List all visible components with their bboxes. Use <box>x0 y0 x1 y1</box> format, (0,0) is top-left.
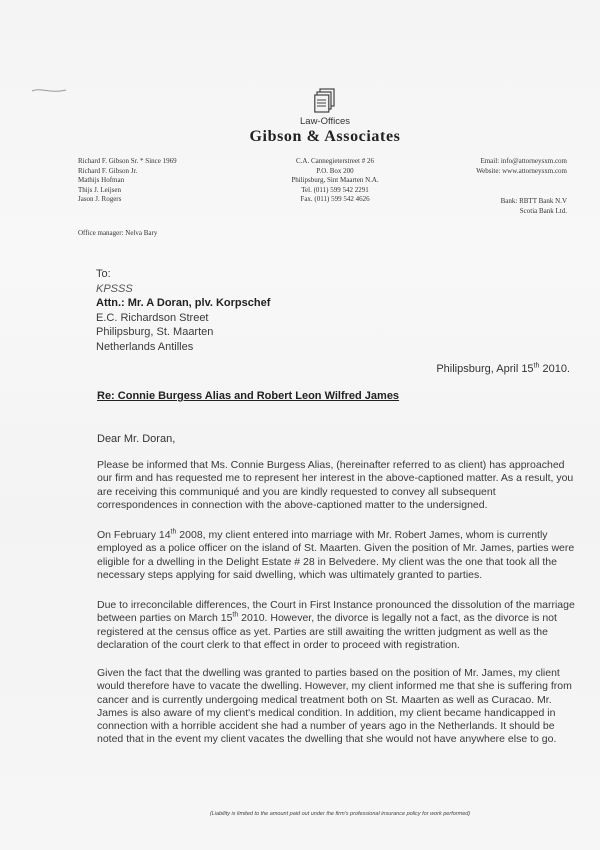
partner-name: Thijs J. Leijsen <box>78 185 121 194</box>
partner-name: Jason J. Rogers <box>78 195 122 204</box>
paragraph-sup: th <box>232 611 239 619</box>
bank-info <box>440 197 567 216</box>
recipient-street: E.C. Richardson Street <box>96 311 209 324</box>
bank-line: Scotia Bank Ltd. <box>519 206 567 215</box>
partners-list <box>78 157 177 205</box>
paragraph-3 <box>97 599 575 652</box>
to-label: To: <box>96 268 111 280</box>
subject-line: Re: Connie Burgess Alias and Robert Leon Wilfred James <box>97 390 400 402</box>
date-sup: th <box>533 362 540 370</box>
firm-address <box>260 157 410 205</box>
paragraph-2 <box>97 529 575 582</box>
recipient-country: Netherlands Antilles <box>96 340 194 353</box>
partner-name: Richard F. Gibson Jr. <box>78 166 138 175</box>
pen-mark-decoration <box>30 85 70 97</box>
firm-contact <box>440 157 567 176</box>
paragraph-text: 2008, my client entered into marriage with Mr. Robert James, whom is currently employed as a police officer on the island of St. Maarten. Given the position of Mr. James, parties were eligible for a dwelling in the Delight Estate # 28 in Belvedere. My client was the one that took all the necessary steps applying for said dwelling, which was ultimately granted to parties. <box>97 529 575 581</box>
office-manager: Office manager: Nelva Bary <box>78 229 158 237</box>
address-line: Philipsburg, Sint Maarten N.A. <box>291 176 379 185</box>
recipient-city: Philipsburg, St. Maarten <box>96 326 214 338</box>
address-line: P.O. Box 200 <box>316 166 354 175</box>
date-text: Philipsburg, April 15 <box>436 363 534 375</box>
email-line: Email: info@attorneysxm.com <box>480 157 567 165</box>
date-year: 2010. <box>539 363 570 375</box>
letter-date <box>436 363 570 375</box>
website-line: Website: www.attorneysxm.com <box>476 166 567 175</box>
partner-name: Mathijs Hofman <box>78 176 125 185</box>
office-label: Law-Offices <box>300 116 350 127</box>
recipient-address <box>96 267 270 354</box>
paragraph-text: On February 14 <box>97 529 171 541</box>
paragraph-text: 2010. However, the divorce is legally not a fact, as the divorce is not registered at the census office as yet. Parties are still awaiting the written judgment as well as the declaration of the court clerk to that effect in order to proceed with registration. <box>97 612 557 651</box>
partner-name: Richard F. Gibson Sr. * Since 1969 <box>78 157 177 165</box>
paragraph-4: Given the fact that the dwelling was granted to parties based on the position of Mr. James, my client would therefore have to vacate the dwelling. However, my client informed me that she is suffering from cancer and is currently undergoing medical treatment both on St. Maarten as well as Curacao. Mr. James is also aware of my client's medical condition. In addition, my client became handicapped in connection with a horrible accident she had a number of years ago in the Netherlands. It should be noted that in the event my client vacates the dwelling that she would not have anywhere else to go. <box>97 667 572 746</box>
liability-footer: (Liability is limited to the amount paid out under the firm's professional insurance policy for work performed) <box>209 811 471 817</box>
recipient-attn: Attn.: Mr. A Doran, plv. Korpschef <box>96 297 271 309</box>
bank-line: Bank: RBTT Bank N.V <box>500 197 567 205</box>
salutation: Dear Mr. Doran, <box>97 433 176 445</box>
paragraph-sup: th <box>170 528 177 536</box>
fax-line: Fax. (011) 599 542 4626 <box>300 195 370 204</box>
stacked-documents-icon <box>314 88 336 114</box>
phone-line: Tel. (011) 599 542 2291 <box>301 185 369 194</box>
address-line: C.A. Cannegieterstreet # 26 <box>296 157 374 165</box>
paragraph-text: Due to irreconcilable differences, the Court in First Instance pronounced the dissolution of the marriage between parties on March 15 <box>97 599 575 625</box>
firm-name: Gibson & Associates <box>249 128 401 145</box>
recipient-org: KPSSS <box>96 282 133 295</box>
paragraph-1: Please be informed that Ms. Connie Burgess Alias, (hereinafter referred to as client) has approached our firm and has requested me to represent her interest in the above-captioned matter. As a result, you are receiving this communiqué and you are kindly requested to convey all subsequent correspondences in connection with the above-captioned matter to the undersigned. <box>97 459 574 511</box>
